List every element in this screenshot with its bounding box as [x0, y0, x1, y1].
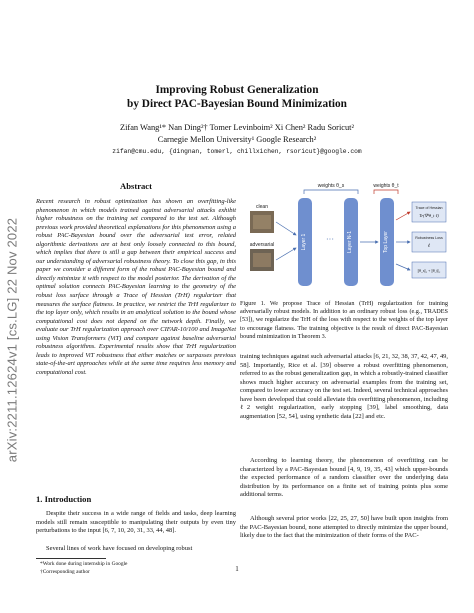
adversarial-label: adversarial	[249, 242, 275, 248]
figure-1	[240, 180, 448, 300]
intro-heading: 1. Introduction	[36, 494, 92, 504]
paper-title-line1: Improving Robust Generalization	[155, 84, 319, 96]
svg-text:Trace of Hessian: Trace of Hessian	[415, 206, 443, 210]
right-paragraph-3: Although several prior works [22, 25, 27, 50] have built upon insights from the PAC-Bayesian bound, none attempted to directly minimize the upper bound, likely due to the fact that the minimization of their forms of the PAC-	[240, 515, 448, 540]
footnote-2: †Corresponding author	[40, 569, 90, 575]
right-paragraph-2: According to learning theory, the phenomenon of overfitting can be characterized by a PAC-Bayesian bound [4, 9, 19, 35, 43] which upper-bounds the expected performance of a random classifier over the underlying data distribution by its performance on a finite set of training points plus some additional terms.	[240, 457, 448, 499]
weights-bracket-t	[374, 190, 398, 194]
author-emails: zifan@cmu.edu, {dingnan, tomerl, chillxichen, rsoricut}@google.com	[112, 148, 362, 155]
svg-text:ℓ: ℓ	[427, 244, 431, 249]
trace-of-hessian-box	[412, 202, 446, 222]
author-list: Zifan Wang¹* Nan Ding²† Tomer Levinboim² Xi Chen² Radu Soricut²	[119, 123, 355, 132]
layer-n1-label: Layer N-1	[347, 231, 353, 253]
footnote-1: *Work done during internship in Google	[40, 561, 128, 567]
abstract-text: Recent research in robust optimization has shown an overfitting-like phenomenon in which models trained against adversarial attacks exhibit higher robustness on the training set compared to the test set. Although previous work provided theoretical explanations for this phenomenon using a robust PAC-Bayesian bound over the adversarial test error, related algorithmic derivations are at best only loosely connected to this bound, which implies that there is still a gap between their empirical success and our understanding of adversarial robustness theory. To close this gap, in this paper we consider a different form of the robust PAC-Bayesian bound and directly minimize it with respect to the model posterior. The derivation of the optimal solution connects PAC-Bayesian learning to the geometry of the robust loss surface through a Trace of Hessian (TrH) regularizer that measures the surface flatness. In practice, we restrict the TrH regularizer to the top layer only, which results in an analytical solution to the bound whose computational cost does not depend on the network depth. Finally, we evaluate our TrH regularization approach over CIFAR-10/100 and ImageNet using Vision Transformers (ViT) and compare against baseline adversarial robustness algorithms. Experimental results show that TrH regularization leads to improved ViT robustness that either matches or surpasses previous state-of-the-art approaches while at the same time requires less memory and computational cost.	[36, 198, 236, 376]
svg-text:···: ···	[326, 235, 334, 244]
right-paragraph-1: training techniques against such adversarial attacks [6, 21, 32, 38, 37, 42, 47, 49, 58]. Importantly, Rice et al. [39] observe a robust overfitting phenomenon, referred to as the robust generalization gap, in which a robustly-trained classifier shows much higher accuracy on adversarial examples from the training set, compared to lower accuracy on the test set. Indeed, several technical approaches have been developed that could alleviate this overfitting phenomenon, including ℓ2 weight regularization, early stopping [39], label smoothing, data augmentation [52, 54], using synthetic data [22] and etc.	[240, 353, 448, 420]
clean-label: clean	[256, 204, 268, 210]
svg-text:Robustness Loss: Robustness Loss	[415, 236, 443, 240]
weights-label-s: weights θ_s	[317, 183, 345, 189]
abstract-heading: Abstract	[120, 181, 152, 191]
arxiv-stamp	[0, 175, 24, 505]
figure-1-diagram	[240, 180, 448, 300]
affiliations: Carnegie Mellon University¹ Google Research²	[157, 135, 317, 144]
robustness-loss-box	[412, 232, 446, 252]
arxiv-stamp-text: arXiv:2211.12624v1 [cs.LG] 22 Nov 2022	[4, 217, 20, 463]
footnote-rule	[36, 558, 106, 559]
top-layer-label: Top Layer	[383, 231, 389, 253]
svg-text:||θ_s||₂ + ||θ_t||₂: ||θ_s||₂ + ||θ_t||₂	[417, 269, 441, 273]
paper-title-line2: by Direct PAC-Bayesian Bound Minimization	[127, 98, 347, 110]
page-number: 1	[235, 565, 239, 573]
intro-paragraph-2: Several lines of work have focused on developing robust	[46, 545, 193, 552]
weights-bracket-s	[304, 190, 358, 194]
svg-text:Tr(∇²θ_t ℓ): Tr(∇²θ_t ℓ)	[419, 213, 439, 218]
intro-paragraph-1: Despite their success in a wide range of fields and tasks, deep learning models still remain susceptible to manipulating their outputs by even tiny perturbations to the input [6, 7, 10, 20, 31, 33, 44, 48].	[36, 510, 236, 535]
weights-label-t: weights θ_t	[373, 183, 399, 189]
layer-1-label: Layer 1	[301, 233, 307, 251]
figure-1-caption: Figure 1. We propose Trace of Hessian (TrH) regularization for training adversarially robust models. In addition to an ordinary robust loss (e.g., TRADES [53]), we regularize the TrH of the loss with respect to the weights of the top layer to encourage flatness. The training objective is the result of direct PAC-Bayesian bound minimization in Theorem 3.	[240, 300, 448, 340]
